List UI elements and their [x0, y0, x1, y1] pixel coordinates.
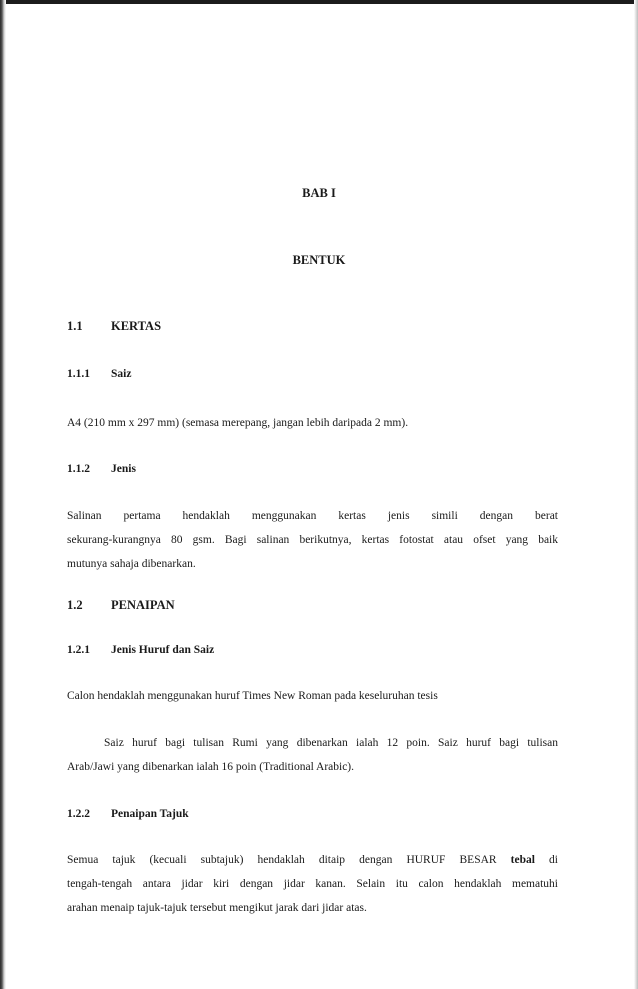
paragraph-jenis-line-3: mutunya sahaja dibenarkan. [67, 558, 196, 570]
section-title: Penaipan Tajuk [111, 808, 189, 820]
scan-top-edge [0, 0, 638, 4]
paragraph-tajuk-line-1 [67, 853, 558, 868]
section-title: Jenis [111, 463, 136, 475]
section-title: KERTAS [111, 319, 162, 333]
section-title: Saiz [111, 368, 132, 380]
section-title: PENAIPAN [111, 598, 175, 612]
paragraph-saiz-huruf-line-2: Arab/Jawi yang dibenarkan ialah 16 poin (Traditional Arabic). [67, 761, 355, 773]
section-title: Jenis Huruf dan Saiz [111, 644, 215, 656]
paragraph-saiz-huruf-line-1: Saiz huruf bagi tulisan Rumi yang dibenarkan ialah 12 poin. Saiz huruf bagi tulisan [104, 737, 558, 749]
paragraph-jenis-line-2: sekurang-kurangnya 80 gsm. Bagi salinan berikutnya, kertas fotostat atau ofset yang baik [67, 534, 558, 546]
paragraph-saiz: A4 (210 mm x 297 mm) (semasa merepang, jangan lebih daripada 2 mm). [67, 417, 409, 429]
paragraph-tajuk-line-2: tengah-tengah antara jidar kiri dengan jidar kanan. Selain itu calon hendaklah mematuhi [67, 878, 558, 890]
section-number: 1.1.1 [67, 368, 90, 380]
chapter-title: BENTUK [292, 253, 346, 267]
tajuk-line-1-text: Semua tajuk (kecuali subtajuk) hendaklah ditaip dengan [67, 854, 393, 866]
paragraph-tajuk-line-3: arahan menaip tajuk-tajuk tersebut mengikut jarak dari jidar atas. [67, 902, 367, 914]
tajuk-huruf-besar: HURUF BESAR [406, 854, 497, 866]
scan-left-edge [0, 0, 6, 989]
section-number: 1.2 [67, 598, 83, 612]
tajuk-line-1-end: di [549, 854, 558, 866]
section-number: 1.1 [67, 319, 83, 333]
paragraph-jenis-huruf: Calon hendaklah menggunakan huruf Times New Roman pada keseluruhan tesis [67, 690, 438, 702]
scan-right-edge [634, 0, 638, 989]
tajuk-tebal: tebal [510, 854, 535, 866]
section-number: 1.2.2 [67, 808, 90, 820]
paragraph-jenis-line-1: Salinan pertama hendaklah menggunakan kertas jenis simili dengan berat [67, 510, 558, 522]
section-number: 1.2.1 [67, 644, 90, 656]
section-number: 1.1.2 [67, 463, 90, 475]
chapter-label: BAB I [302, 186, 336, 200]
